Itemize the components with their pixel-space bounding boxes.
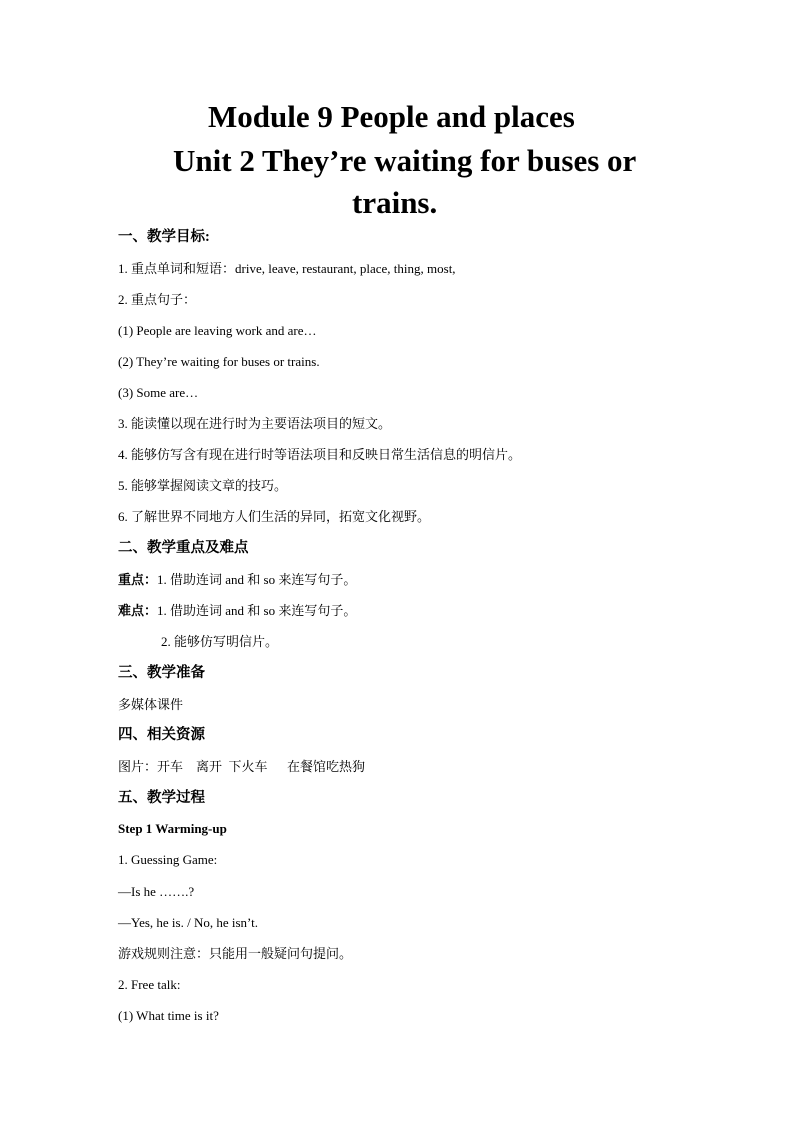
objective-item-1: 1. 重点单词和短语：drive, leave, restaurant, place, thing, most,	[118, 261, 456, 276]
objective-item-5: 5. 能够掌握阅读文章的技巧。	[118, 478, 288, 493]
section-heading-key-points: 二、教学重点及难点	[118, 540, 249, 556]
resources-text: 图片：开车 离开 下火车 在餐馆吃热狗	[118, 759, 366, 774]
objective-item-3: 3. 能读懂以现在进行时为主要语法项目的短文。	[118, 416, 392, 431]
objective-item-4: 4. 能够仿写含有现在进行时等语法项目和反映日常生活信息的明信片。	[118, 447, 522, 462]
focus-text: 1. 借助连词 and 和 so 来连写句子。	[157, 572, 357, 587]
process-item-6: (1) What time is it?	[118, 1008, 219, 1023]
key-sentence-1: (1) People are leaving work and are…	[118, 323, 317, 338]
section-heading-process: 五、教学过程	[118, 790, 205, 806]
step-1-heading: Step 1 Warming-up	[118, 821, 227, 836]
section-heading-resources: 四、相关资源	[118, 727, 205, 743]
focus-line	[118, 572, 356, 588]
process-item-5: 2. Free talk:	[118, 977, 181, 992]
process-item-1: 1. Guessing Game:	[118, 852, 218, 867]
difficulty-text-2: 2. 能够仿写明信片。	[161, 634, 279, 649]
objective-item-2: 2. 重点句子：	[118, 292, 197, 307]
difficulty-text-1: 1. 借助连词 and 和 so 来连写句子。	[157, 603, 357, 618]
focus-label: 重点：	[118, 572, 158, 587]
preparation-text: 多媒体课件	[118, 697, 184, 712]
difficulty-label: 难点：	[118, 603, 158, 618]
objective-item-6: 6. 了解世界不同地方人们生活的异同，拓宽文化视野。	[118, 509, 431, 524]
section-heading-preparation: 三、教学准备	[118, 665, 205, 681]
process-item-2: —Is he …….?	[118, 884, 195, 899]
section-heading-objectives: 一、教学目标:	[118, 229, 210, 245]
title-line-1: Module 9 People and places	[208, 99, 575, 134]
key-sentence-3: (3) Some are…	[118, 385, 199, 400]
process-item-3: —Yes, he is. / No, he isn’t.	[118, 915, 259, 930]
title-line-2: Unit 2 They’re waiting for buses or	[173, 143, 637, 178]
difficulty-line	[118, 603, 356, 619]
title-line-3: trains.	[352, 185, 438, 220]
key-sentence-2: (2) They’re waiting for buses or trains.	[118, 354, 320, 369]
process-item-4: 游戏规则注意：只能用一般疑问句提问。	[118, 946, 353, 961]
